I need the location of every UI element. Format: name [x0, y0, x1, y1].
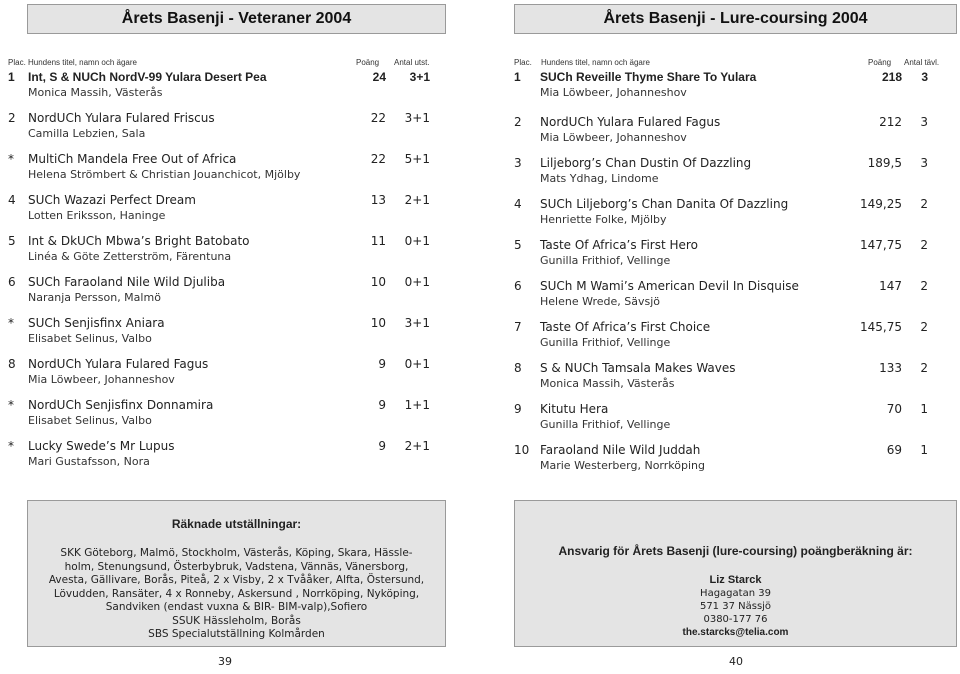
owner: Mari Gustafsson, Nora [28, 455, 150, 468]
right-contact-box [514, 500, 957, 647]
place: 8 [8, 357, 16, 371]
left-header-count: Antal utst. [394, 58, 430, 67]
owner: Elisabet Selinus, Valbo [28, 414, 152, 427]
count: 1+1 [404, 398, 430, 412]
place: 6 [8, 275, 16, 289]
right-entry [514, 273, 958, 314]
dog-name: NordUCh Yulara Fulared Fagus [28, 357, 209, 371]
owner: Linéa & Göte Zetterström, Färentuna [28, 250, 232, 263]
right-entry [514, 68, 958, 109]
owner: Marie Westerberg, Norrköping [540, 459, 705, 472]
dog-name: MultiCh Mandela Free Out of Africa [28, 152, 237, 166]
place: 5 [514, 238, 522, 252]
owner: Lotten Eriksson, Haninge [28, 209, 166, 222]
points: 147,75 [860, 238, 902, 252]
count: 3 [921, 70, 928, 84]
count: 2 [920, 238, 928, 252]
count: 3 [920, 115, 928, 129]
left-box-title: Räknade utställningar: [171, 517, 302, 531]
owner: Henriette Folke, Mjölby [540, 213, 667, 226]
shows-line: SSUK Hässleholm, Borås [172, 614, 301, 627]
dog-name: Liljeborg’s Chan Dustin Of Dazzling [540, 156, 752, 170]
points: 145,75 [860, 320, 902, 334]
dog-name: SUCh M Wami’s American Devil In Disquise [540, 279, 799, 293]
left-entry [8, 191, 448, 232]
shows-line: SBS Specialutställning Kolmården [148, 628, 325, 640]
count: 2+1 [404, 193, 430, 207]
owner: Mats Ydhag, Lindome [540, 172, 659, 185]
left-entry [8, 314, 448, 355]
dog-name: Int, S & NUCh NordV-99 Yulara Desert Pea [28, 70, 267, 84]
right-header-place: Plac. [514, 58, 532, 67]
points: 218 [881, 70, 902, 84]
points: 24 [372, 70, 386, 84]
count: 0+1 [404, 234, 430, 248]
place: * [8, 439, 14, 453]
place: * [8, 398, 14, 412]
points: 212 [879, 115, 902, 129]
owner: Helene Wrede, Sävsjö [540, 295, 661, 308]
points: 10 [370, 316, 386, 330]
shows-line: Sandviken (endast vuxna & BIR- BIM-valp),Sofiero [105, 601, 368, 613]
count: 2+1 [404, 439, 430, 453]
right-entries [514, 68, 958, 478]
place: 9 [514, 402, 522, 416]
left-page-number: 39 [218, 655, 232, 668]
place: * [8, 152, 14, 166]
left-entry [8, 396, 448, 437]
place: 10 [514, 443, 530, 457]
place: 2 [8, 111, 16, 125]
right-entry [514, 191, 958, 232]
points: 147 [879, 279, 902, 293]
right-entry [514, 437, 958, 478]
count: 1 [920, 443, 928, 457]
left-entry [8, 68, 448, 109]
right-entry [514, 355, 958, 396]
place: 1 [8, 70, 15, 84]
owner: Mia Löwbeer, Johanneshov [540, 131, 687, 144]
left-entry [8, 273, 448, 314]
left-header-name: Hundens titel, namn och ägare [28, 58, 137, 67]
right-entry [514, 109, 958, 150]
points: 13 [370, 193, 386, 207]
left-shows-box [27, 500, 446, 647]
place: 6 [514, 279, 522, 293]
right-title: Årets Basenji - Lure-coursing 2004 [514, 4, 957, 34]
owner: Gunilla Frithiof, Vellinge [540, 418, 671, 431]
dog-name: Int & DkUCh Mbwa’s Bright Batobato [28, 234, 250, 248]
owner: Mia Löwbeer, Johanneshov [540, 86, 687, 99]
points: 9 [378, 357, 386, 371]
contact-address: Hagagatan 39 [700, 588, 771, 599]
left-title: Årets Basenji - Veteraner 2004 [27, 4, 446, 34]
shows-line: holm, Stenungsund, Österbybruk, Vadstena, Vännäs, Vänersborg, [64, 560, 409, 573]
right-header-points: Poäng [868, 58, 892, 67]
shows-line: Lövudden, Ransäter, 4 x Ronneby, Askersund , Norrköping, Nyköping, [53, 587, 420, 600]
right-entry [514, 150, 958, 191]
owner: Helena Strömbert & Christian Jouanchicot, Mjölby [28, 168, 301, 181]
dog-name: NordUCh Senjisfinx Donnamira [28, 398, 214, 412]
points: 70 [886, 402, 902, 416]
dog-name: Lucky Swede’s Mr Lupus [28, 439, 175, 453]
right-page-number: 40 [729, 655, 743, 668]
place: 7 [514, 320, 522, 334]
place: 1 [514, 70, 521, 84]
count: 2 [920, 320, 928, 334]
left-entry [8, 150, 448, 191]
contact-email[interactable]: the.starcks@telia.com [682, 627, 789, 638]
owner: Gunilla Frithiof, Vellinge [540, 254, 671, 267]
points: 9 [378, 439, 386, 453]
dog-name: NordUCh Yulara Fulared Fagus [540, 115, 721, 129]
owner: Camilla Lebzien, Sala [28, 127, 146, 140]
dog-name: Taste Of Africa’s First Hero [540, 238, 698, 252]
contact-phone: 0380-177 76 [703, 614, 768, 625]
dog-name: Faraoland Nile Wild Juddah [540, 443, 701, 457]
count: 3+1 [404, 316, 430, 330]
owner: Monica Massih, Västerås [28, 86, 163, 99]
place: * [8, 316, 14, 330]
right-box-title: Ansvarig för Årets Basenji (lure-coursing) poängberäkning är: [558, 544, 913, 558]
points: 189,5 [867, 156, 902, 170]
count: 0+1 [404, 275, 430, 289]
place: 2 [514, 115, 522, 129]
left-header-place: Plac. [8, 58, 26, 67]
left-entry [8, 355, 448, 396]
count: 0+1 [404, 357, 430, 371]
dog-name: Kitutu Hera [540, 402, 609, 416]
left-header-points: Poäng [356, 58, 380, 67]
right-entry [514, 314, 958, 355]
owner: Gunilla Frithiof, Vellinge [540, 336, 671, 349]
place: 3 [514, 156, 522, 170]
place: 5 [8, 234, 16, 248]
shows-line: SKK Göteborg, Malmö, Stockholm, Västerås, Köping, Skara, Hässle- [60, 547, 413, 559]
dog-name: NordUCh Yulara Fulared Friscus [28, 111, 215, 125]
right-entry [514, 232, 958, 273]
left-entries [8, 68, 448, 478]
count: 5+1 [404, 152, 430, 166]
dog-name: SUCh Faraoland Nile Wild Djuliba [28, 275, 226, 289]
contact-name: Liz Starck [709, 574, 762, 586]
points: 69 [886, 443, 902, 457]
points: 22 [370, 111, 386, 125]
count: 1 [920, 402, 928, 416]
owner: Naranja Persson, Malmö [28, 291, 161, 304]
count: 2 [920, 197, 928, 211]
points: 11 [370, 234, 386, 248]
place: 4 [514, 197, 522, 211]
left-box-text [28, 547, 445, 642]
owner: Mia Löwbeer, Johanneshov [28, 373, 175, 386]
count: 3+1 [409, 70, 430, 84]
shows-line: Avesta, Gällivare, Borås, Piteå, 2 x Visby, 2 x Tvååker, Alfta, Östersund, [48, 574, 425, 586]
owner: Elisabet Selinus, Valbo [28, 332, 152, 345]
count: 3 [920, 156, 928, 170]
place: 4 [8, 193, 16, 207]
place: 8 [514, 361, 522, 375]
right-header-name: Hundens titel, namn och ägare [541, 58, 650, 67]
left-entry [8, 232, 448, 273]
owner: Monica Massih, Västerås [540, 377, 675, 390]
dog-name: S & NUCh Tamsala Makes Waves [540, 361, 736, 375]
count: 2 [920, 279, 928, 293]
right-entry [514, 396, 958, 437]
points: 149,25 [860, 197, 902, 211]
dog-name: SUCh Liljeborg’s Chan Danita Of Dazzling [540, 197, 789, 211]
left-entry [8, 437, 448, 478]
dog-name: SUCh Wazazi Perfect Dream [28, 193, 196, 207]
right-header-count: Antal tävl. [904, 58, 940, 67]
points: 22 [370, 152, 386, 166]
dog-name: SUCh Reveille Thyme Share To Yulara [540, 70, 757, 84]
dog-name: SUCh Senjisfinx Aniara [28, 316, 165, 330]
dog-name: Taste Of Africa’s First Choice [540, 320, 711, 334]
contact-postal: 571 37 Nässjö [699, 601, 772, 612]
points: 133 [879, 361, 902, 375]
points: 9 [378, 398, 386, 412]
left-entry [8, 109, 448, 150]
count: 3+1 [404, 111, 430, 125]
points: 10 [370, 275, 386, 289]
count: 2 [920, 361, 928, 375]
